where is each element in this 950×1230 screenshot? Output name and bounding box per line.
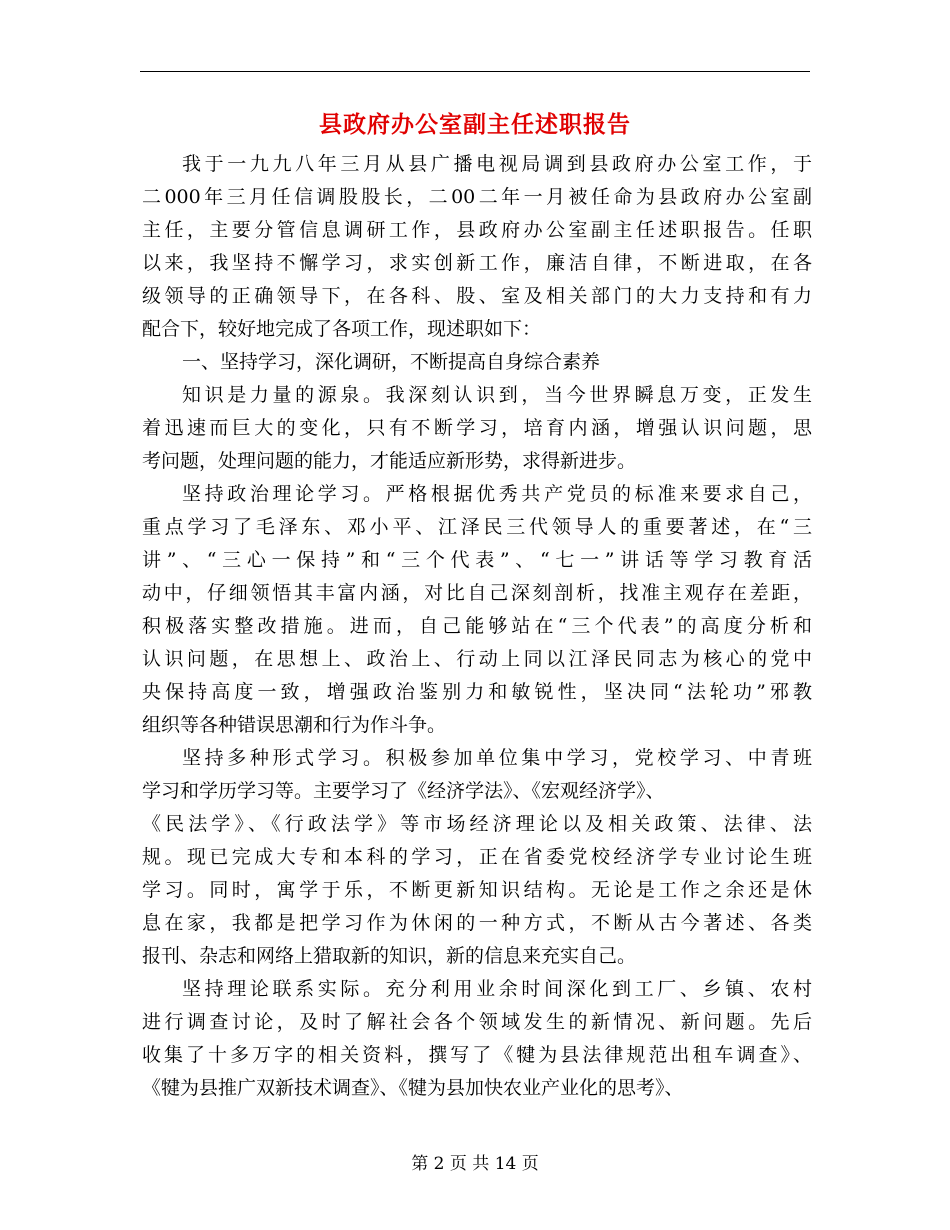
body-line: 讲”、“三心一保持”和“三个代表”、“七一”讲话等学习教育活	[142, 549, 812, 571]
body-line: 央保持高度一致，增强政治鉴别力和敏锐性，坚决同“法轮功”邪教	[142, 681, 812, 703]
body-line: 息在家，我都是把学习作为休闲的一种方式，不断从古今著述、各类	[142, 912, 812, 934]
body-line: 报刊、杂志和网络上猎取新的知识，新的信息来充实自己。	[142, 945, 637, 967]
body-line: 坚持多种形式学习。积极参加单位集中学习，党校学习、中青班	[182, 747, 812, 769]
body-line: 重点学习了毛泽东、邓小平、江泽民三代领导人的重要著述，在“三	[142, 516, 812, 538]
body-line: 级领导的正确领导下，在各科、股、室及相关部门的大力支持和有力	[142, 285, 812, 307]
body-line: 一、坚持学习，深化调研，不断提高自身综合素养	[182, 351, 601, 373]
body-line: 配合下，较好地完成了各项工作，现述职如下：	[142, 318, 542, 340]
body-line: 以来，我坚持不懈学习，求实创新工作，廉洁自律，不断进取，在各	[142, 252, 812, 274]
body-line: 认识问题，在思想上、政治上、行动上同以江泽民同志为核心的党中	[142, 648, 812, 670]
body-line: 动中，仔细领悟其丰富内涵，对比自己深刻剖析，找准主观存在差距，	[142, 582, 812, 604]
document-body	[142, 148, 812, 1105]
document-title: 县政府办公室副主任述职报告	[319, 111, 631, 138]
body-line: 收集了十多万字的相关资料，撰写了《犍为县法律规范出租车调查》、	[142, 1044, 812, 1066]
body-line: 坚持政治理论学习。严格根据优秀共产党员的标准来要求自己，	[182, 483, 812, 505]
body-line: 组织等各种错误思潮和行为作斗争。	[142, 714, 447, 736]
body-line: 学习和学历学习等。主要学习了《经济学法》、《宏观经济学》、	[142, 780, 665, 802]
body-line: 着迅速而巨大的变化，只有不断学习，培育内涵，增强认识问题，思	[142, 417, 812, 439]
body-line: 主任，主要分管信息调研工作，县政府办公室副主任述职报告。任职	[142, 219, 812, 241]
body-line: 我于一九九八年三月从县广播电视局调到县政府办公室工作，于	[182, 153, 812, 175]
body-line: 学习。同时，寓学于乐，不断更新知识结构。无论是工作之余还是休	[142, 879, 812, 901]
page-number: 第 2 页 共 14 页	[411, 1154, 539, 1174]
body-line: 考问题，处理问题的能力，才能适应新形势，求得新进步。	[142, 450, 637, 472]
body-line: 知识是力量的源泉。我深刻认识到，当今世界瞬息万变，正发生	[182, 384, 812, 406]
body-line: 《民法学》、《行政法学》等市场经济理论以及相关政策、法律、法	[142, 813, 812, 835]
body-line: 《犍为县推广双新技术调查》、《犍为县加快农业产业化的思考》、	[142, 1077, 684, 1099]
body-line: 进行调查讨论，及时了解社会各个领域发生的新情况、新问题。先后	[142, 1011, 812, 1033]
header-rule	[140, 71, 810, 72]
body-line: 二000年三月任信调股股长，二00二年一月被任命为县政府办公室副	[142, 186, 812, 208]
body-line: 积极落实整改措施。进而，自己能够站在“三个代表”的高度分析和	[142, 615, 812, 637]
body-line: 规。现已完成大专和本科的学习，正在省委党校经济学专业讨论生班	[142, 846, 812, 868]
body-line: 坚持理论联系实际。充分利用业余时间深化到工厂、乡镇、农村	[182, 978, 812, 1000]
